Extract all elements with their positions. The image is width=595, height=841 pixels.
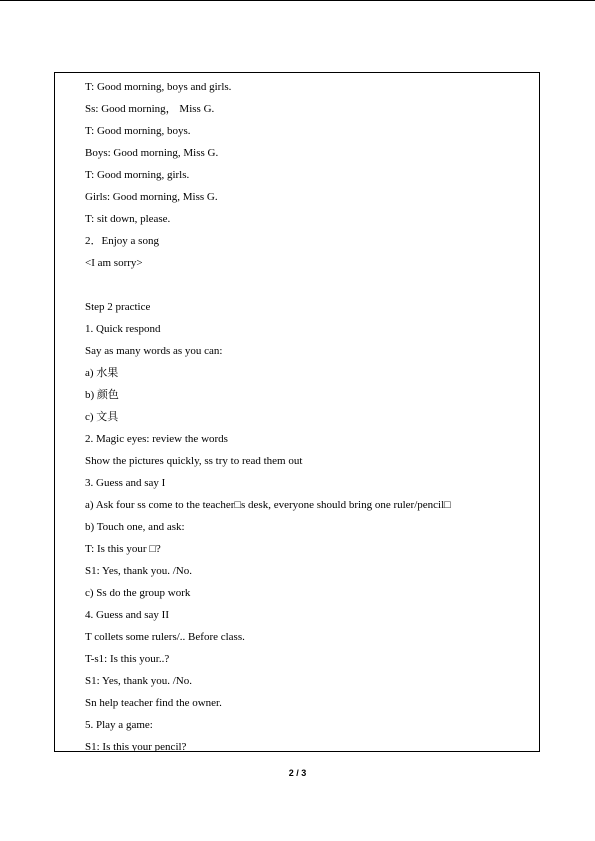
lesson-line: <I am sorry> (85, 257, 143, 269)
lesson-line: Step 2 practice (85, 301, 151, 313)
lesson-line: Say as many words as you can: (85, 345, 223, 357)
lesson-line: T: sit down, please. (85, 213, 171, 225)
lesson-line: Sn help teacher find the owner. (85, 697, 222, 709)
lesson-line: Show the pictures quickly, ss try to read them out (85, 455, 303, 467)
lesson-line: 1. Quick respond (85, 323, 161, 335)
lesson-line: 2. Magic eyes: review the words (85, 433, 228, 445)
lesson-line: b) 颜色 (85, 389, 119, 401)
lesson-line: c) 文具 (85, 411, 119, 423)
lesson-line: T: Good morning, boys. (85, 125, 191, 137)
lesson-line: Ss: Good morning， Miss G. (85, 103, 215, 115)
lesson-line: S1: Yes, thank you. /No. (85, 565, 192, 577)
top-rule (0, 0, 595, 1)
lesson-line: Boys: Good morning, Miss G. (85, 147, 219, 159)
lesson-line: T: Good morning, boys and girls. (85, 81, 232, 93)
lesson-line: b) Touch one, and ask: (85, 521, 185, 533)
lesson-line: Girls: Good morning, Miss G. (85, 191, 218, 203)
lesson-line: T: Good morning, girls. (85, 169, 190, 181)
page-number: 2 / 3 (288, 768, 307, 778)
lesson-line: S1: Yes, thank you. /No. (85, 675, 192, 687)
lesson-line: a) Ask four ss come to the teacher□s desk, everyone should bring one ruler/pencil□ (85, 499, 451, 511)
lesson-line: c) Ss do the group work (85, 587, 191, 599)
lesson-line: T-s1: Is this your..? (85, 653, 170, 665)
lesson-line: 2．Enjoy a song (85, 235, 159, 247)
lesson-line: T collets some rulers/.. Before class. (85, 631, 245, 643)
lesson-line: 4. Guess and say II (85, 609, 170, 621)
lesson-line: a) 水果 (85, 367, 119, 379)
lesson-line: T: Is this your □? (85, 543, 161, 555)
lesson-line: S1: Is this your pencil? (85, 741, 187, 752)
lesson-line: 5. Play a game: (85, 719, 153, 731)
lesson-content-box (54, 72, 540, 752)
lesson-line: 3. Guess and say I (85, 477, 166, 489)
